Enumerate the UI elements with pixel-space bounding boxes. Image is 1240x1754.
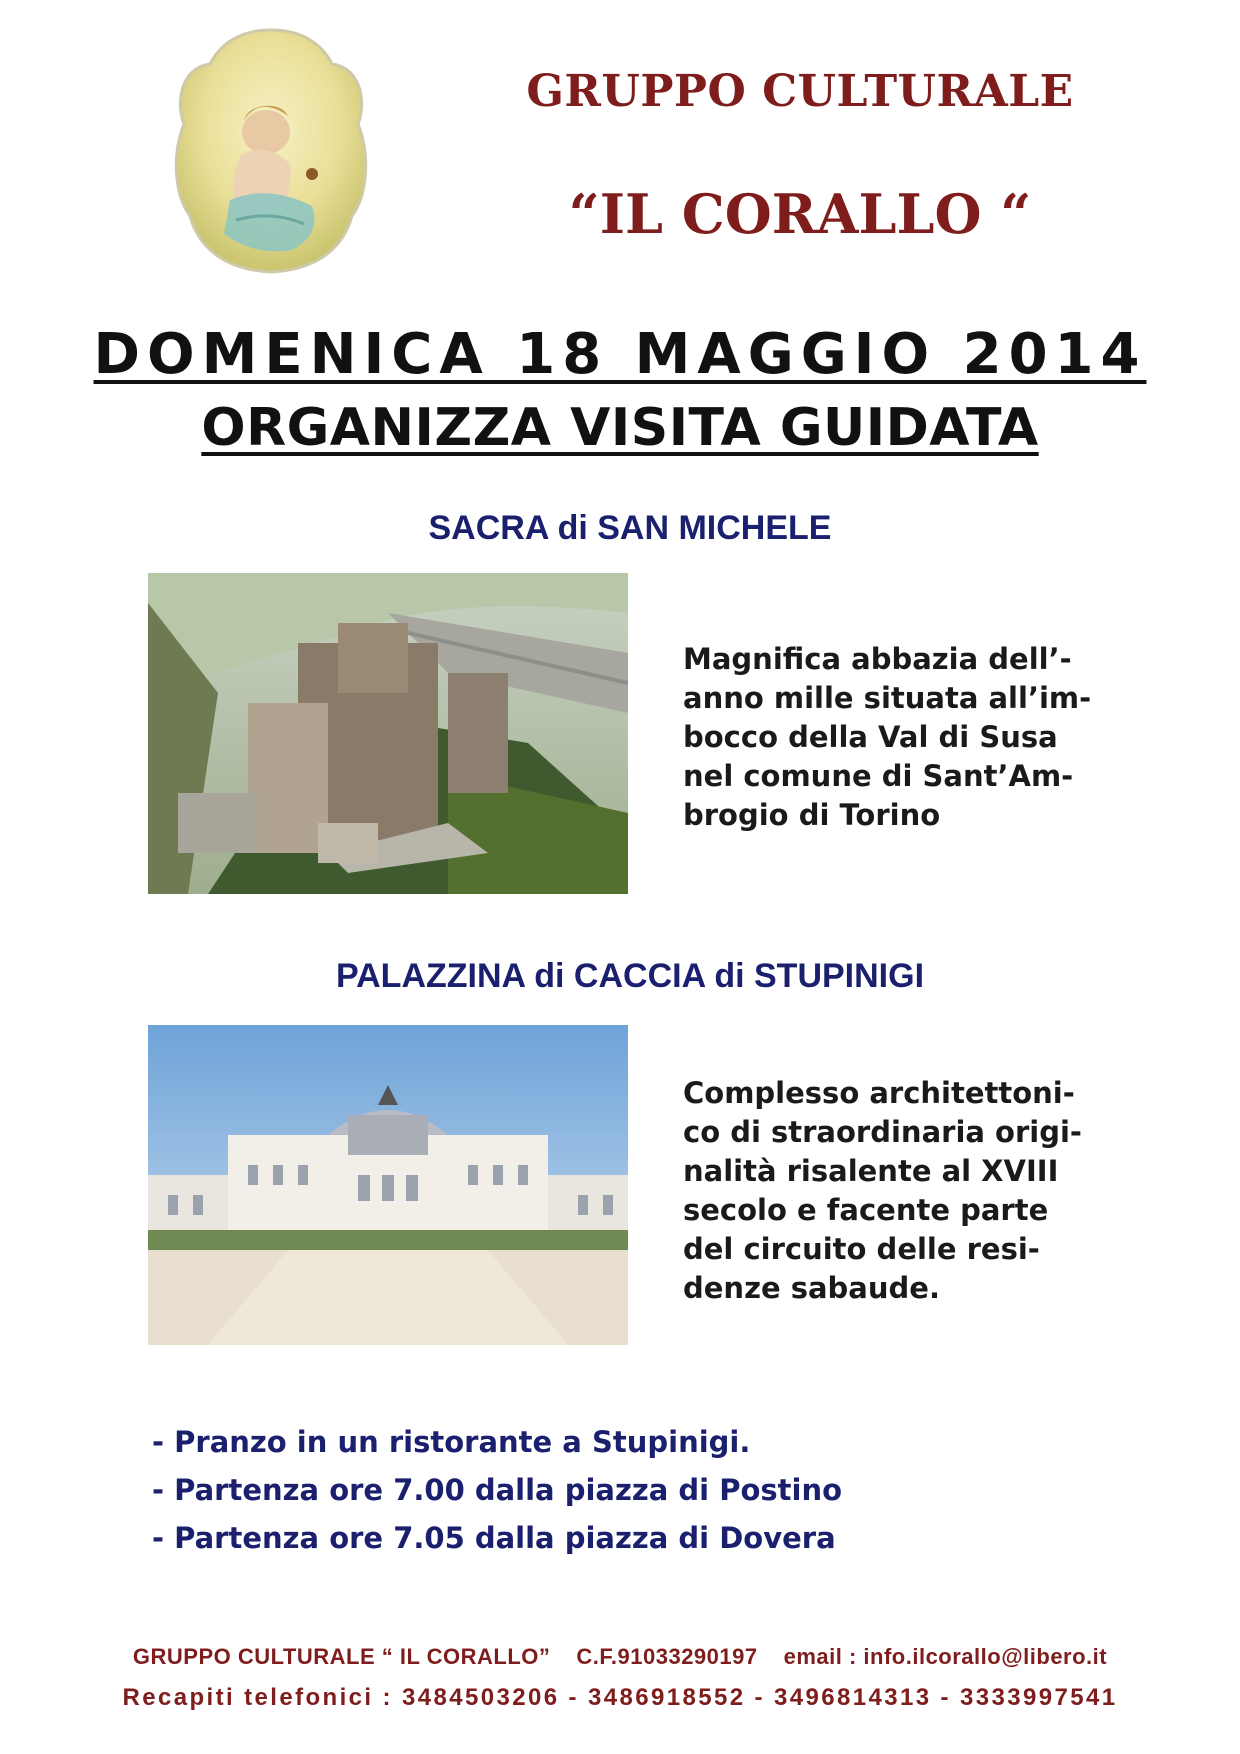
desc-line: denze sabaude. [683,1271,940,1305]
desc-line: secolo e facente parte [683,1193,1049,1227]
org-name-line1: GRUPPO CULTURALE [526,66,1074,117]
event-subtitle: ORGANIZZA VISITA GUIDATA [201,398,1039,458]
sacra-description [683,640,1103,835]
event-date: DOMENICA 18 MAGGIO 2014 [93,322,1147,387]
stupinigi-palace-photo [148,1025,628,1345]
desc-line: Magnifica abbazia dell’- [683,642,1072,676]
desc-line: Complesso architettoni- [683,1076,1075,1110]
info-lunch: - Pranzo in un ristorante a Stupinigi. [152,1425,751,1459]
org-name-line2: “IL CORALLO “ [568,182,1032,246]
section-title-stupinigi: PALAZZINA di CACCIA di STUPINIGI [335,957,925,995]
footer-contact-line [0,1644,1240,1670]
info-departure-postino: - Partenza ore 7.00 dalla piazza di Postino [152,1473,843,1507]
stupinigi-description [683,1074,1103,1308]
desc-line: del circuito delle resi- [683,1232,1040,1266]
footer-email: email : info.ilcorallo@libero.it [783,1644,1108,1669]
footer-phones: Recapiti telefonici : 3484503206 - 3486918552 - 3496814313 - 3333997541 [122,1684,1118,1711]
info-departure-dovera: - Partenza ore 7.05 dalla piazza di Dovera [152,1521,836,1555]
desc-line: nel comune di Sant’Am- [683,759,1074,793]
info-list [152,1418,842,1562]
logo-medallion [172,24,370,278]
section-title-sacra: SACRA di SAN MICHELE [428,509,832,547]
desc-line: brogio di Torino [683,798,941,832]
desc-line: co di straordinaria origi- [683,1115,1082,1149]
footer-cf: C.F.91033290197 [576,1644,758,1669]
desc-line: bocco della Val di Susa [683,720,1058,754]
desc-line: nalità risalente al XVIII [683,1154,1059,1188]
sacra-san-michele-photo [148,573,628,894]
footer-org: GRUPPO CULTURALE “ IL CORALLO” [132,1644,551,1669]
desc-line: anno mille situata all’im- [683,681,1092,715]
